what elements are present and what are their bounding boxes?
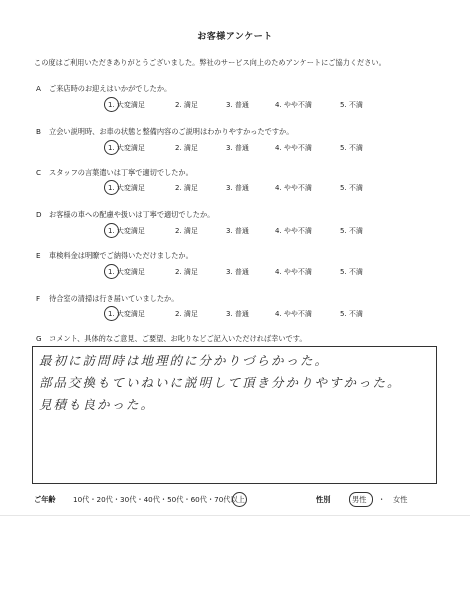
question-letter: B [36, 127, 41, 136]
option-very-satisfied[interactable]: 1. 大変満足 [108, 309, 145, 319]
question-letter: G [36, 334, 42, 343]
options-c [108, 183, 408, 195]
comment-prompt [36, 334, 307, 344]
option-neutral[interactable]: 3. 普通 [226, 310, 249, 318]
option-satisfied[interactable]: 2. 満足 [175, 227, 198, 235]
options-f [108, 309, 408, 321]
selected-circle [104, 180, 119, 195]
option-very-satisfied[interactable]: 1. 大変満足 [108, 267, 145, 277]
option-satisfied[interactable]: 2. 満足 [175, 101, 198, 109]
option-dissatisfied[interactable]: 5. 不満 [340, 227, 363, 235]
selected-circle [104, 97, 119, 112]
option-dissatisfied[interactable]: 5. 不満 [340, 144, 363, 152]
page-edge-divider [0, 515, 470, 516]
options-a [108, 100, 408, 112]
option-neutral[interactable]: 3. 普通 [226, 184, 249, 192]
option-dissatisfied[interactable]: 5. 不満 [340, 184, 363, 192]
question-text: お客様の車への配慮や扱いは丁寧で適切でしたか。 [49, 210, 215, 219]
question-text: 車検料金は明瞭でご納得いただけましたか。 [49, 251, 193, 260]
age-selected-circle [232, 492, 247, 507]
selected-circle [104, 306, 119, 321]
question-d [36, 210, 214, 220]
question-letter: A [36, 84, 41, 93]
option-satisfied[interactable]: 2. 満足 [175, 310, 198, 318]
option-satisfied[interactable]: 2. 満足 [175, 144, 198, 152]
question-letter: C [36, 168, 42, 177]
options-d [108, 226, 408, 238]
option-somewhat-dissatisfied[interactable]: 4. やや不満 [275, 101, 312, 109]
option-neutral[interactable]: 3. 普通 [226, 227, 249, 235]
question-text: スタッフの言葉遣いは丁寧で適切でしたか。 [49, 168, 193, 177]
gender-separator: ・ [378, 495, 386, 504]
option-somewhat-dissatisfied[interactable]: 4. やや不満 [275, 184, 312, 192]
option-dissatisfied[interactable]: 5. 不満 [340, 310, 363, 318]
question-f [36, 294, 178, 304]
option-very-satisfied[interactable]: 1. 大変満足 [108, 100, 145, 110]
option-very-satisfied[interactable]: 1. 大変満足 [108, 183, 145, 193]
selected-circle [104, 140, 119, 155]
option-satisfied[interactable]: 2. 満足 [175, 184, 198, 192]
option-dissatisfied[interactable]: 5. 不満 [340, 101, 363, 109]
question-text: 待合室の清掃は行き届いていましたか。 [49, 294, 179, 303]
option-very-satisfied[interactable]: 1. 大変満足 [108, 143, 145, 153]
options-e [108, 267, 408, 279]
selected-circle [104, 223, 119, 238]
question-b [36, 127, 293, 137]
option-dissatisfied[interactable]: 5. 不満 [340, 268, 363, 276]
comment-box[interactable] [32, 346, 437, 484]
question-letter: D [36, 210, 42, 219]
option-somewhat-dissatisfied[interactable]: 4. やや不満 [275, 268, 312, 276]
option-neutral[interactable]: 3. 普通 [226, 144, 249, 152]
option-somewhat-dissatisfied[interactable]: 4. やや不満 [275, 144, 312, 152]
page-title: お客様アンケート [197, 32, 273, 42]
option-very-satisfied[interactable]: 1. 大変満足 [108, 226, 145, 236]
option-somewhat-dissatisfied[interactable]: 4. やや不満 [275, 310, 312, 318]
gender-label: 性別 [316, 495, 331, 504]
gender-female[interactable]: 女性 [393, 495, 408, 504]
question-letter: E [36, 251, 41, 260]
handwritten-line-2: 部品交換もていねいに説明して頂き分かりやすかった。 [39, 375, 402, 390]
selected-circle [104, 264, 119, 279]
option-satisfied[interactable]: 2. 満足 [175, 268, 198, 276]
question-a [36, 84, 171, 94]
gender-male[interactable]: 男性 [352, 495, 367, 504]
age-options[interactable]: 10代・20代・30代・40代・50代・60代・70代以上 [73, 495, 245, 504]
options-b [108, 143, 408, 155]
handwritten-line-1: 最初に訪問時は地理的に分かりづらかった。 [39, 353, 330, 368]
option-somewhat-dissatisfied[interactable]: 4. やや不満 [275, 227, 312, 235]
option-neutral[interactable]: 3. 普通 [226, 268, 249, 276]
intro-text: この度はご利用いただきありがとうございました。弊社のサービス向上のためアンケートにご協力ください。 [34, 58, 386, 67]
question-c [36, 168, 193, 178]
option-neutral[interactable]: 3. 普通 [226, 101, 249, 109]
handwritten-line-3: 見積も良かった。 [39, 397, 156, 412]
age-label: ご年齢 [34, 495, 56, 504]
question-text: 立会い説明時、お車の状態と整備内容のご説明はわかりやすかったですか。 [49, 127, 294, 136]
question-e [36, 251, 193, 261]
comment-prompt-text: コメント、具体的なご意見、ご要望、お叱りなどご記入いただければ幸いです。 [49, 334, 307, 343]
question-letter: F [36, 294, 41, 303]
gender-selected-circle [349, 492, 373, 507]
question-text: ご来店時のお迎えはいかがでしたか。 [49, 84, 172, 93]
